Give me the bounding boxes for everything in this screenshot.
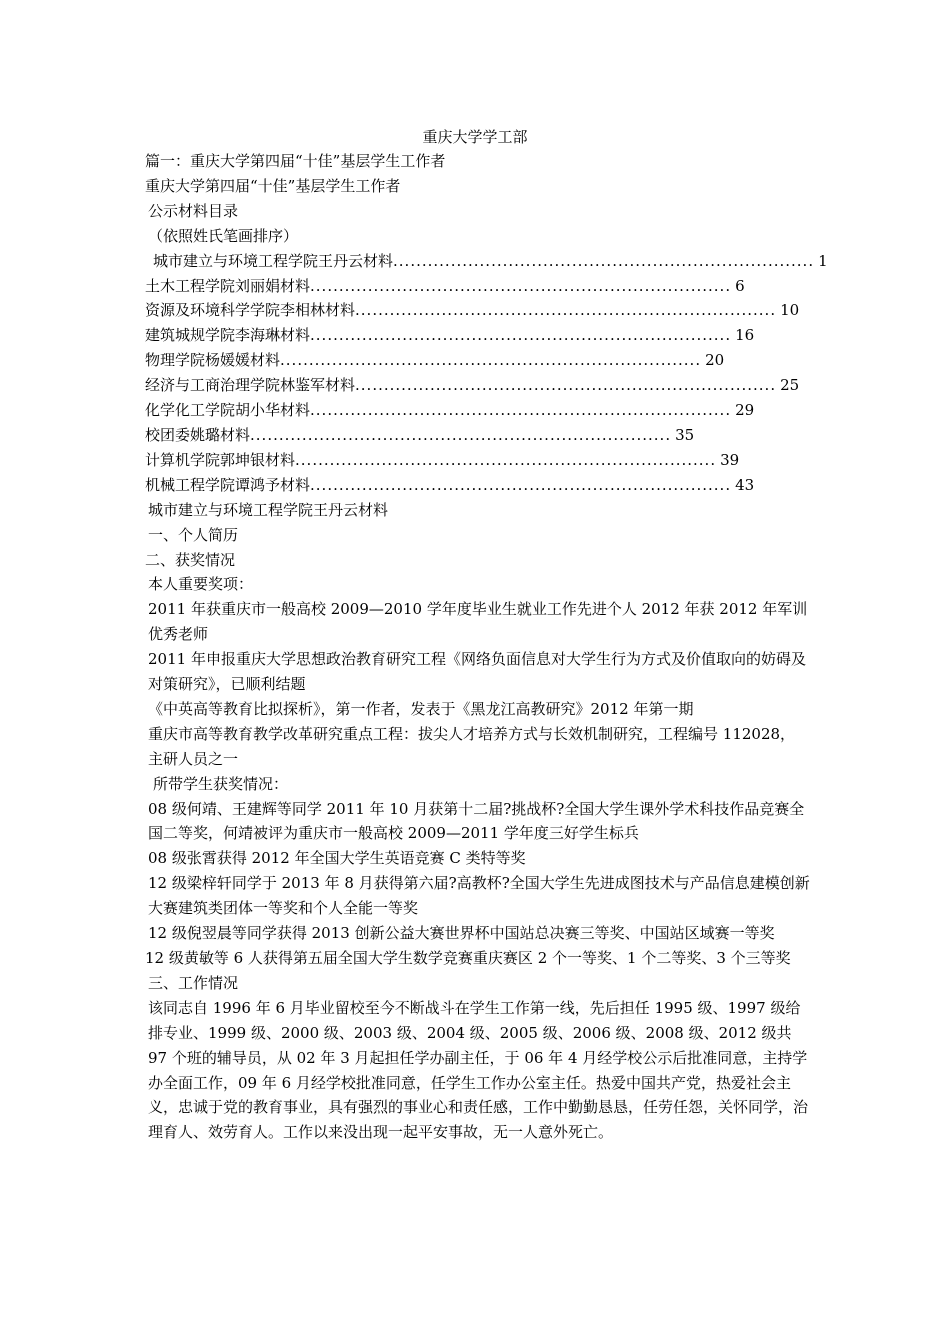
toc-entry[interactable] — [145, 348, 725, 373]
toc-leader: ......................................................................... — [355, 301, 777, 320]
toc-page: 16 — [735, 326, 755, 345]
student-award-item: 12 级黄敏等 6 人获得第五届全国大学生数学竞赛重庆赛区 2 个一等奖、1 个二等奖、3 个三等奖 — [145, 949, 791, 967]
toc-page: 29 — [735, 401, 755, 420]
toc-entry[interactable] — [145, 298, 800, 323]
heading-toc-title: 公示材料目录 — [148, 201, 239, 220]
page-header-title: 重庆大学学工部 — [422, 128, 528, 146]
toc-leader: ......................................................................... — [250, 425, 672, 444]
toc-label: 机械工程学院谭鸿予材料 — [145, 475, 311, 494]
student-award-item: 08 级张霄获得 2012 年全国大学生英语竞赛 C 类特等奖 — [148, 849, 526, 868]
award-item: 重庆市高等教育教学改革研究重点工程：拔尖人才培养方式与长效机制研究，工程编号 112028，主研人员之一 — [148, 724, 796, 768]
toc-entry[interactable] — [145, 373, 800, 398]
toc-page: 20 — [705, 351, 725, 370]
toc-entry[interactable] — [145, 398, 755, 423]
toc-page: 35 — [675, 425, 695, 444]
toc-leader: ......................................................................... — [310, 401, 732, 420]
document-body — [145, 149, 828, 1145]
section-heading-awards: 二、获奖情况 — [145, 550, 236, 569]
toc-label: 资源及环境科学学院李相林材料 — [145, 301, 356, 320]
toc-entry[interactable] — [145, 323, 755, 348]
toc-page: 6 — [735, 276, 745, 295]
heading-award-title: 重庆大学第四届“十佳”基层学生工作者 — [145, 176, 401, 195]
toc-label: 物理学院杨媛媛材料 — [145, 351, 281, 370]
section-heading-resume: 一、个人简历 — [148, 525, 239, 544]
student-award-item: 12 级梁梓轩同学于 2013 年 8 月获得第六届?高教杯?全国大学生先进成图技术与产品信息建模创新大赛建筑类团体一等奖和个人全能一等奖 — [148, 874, 810, 918]
table-of-contents — [145, 249, 828, 498]
awards-intro: 本人重要奖项： — [148, 575, 254, 594]
toc-label: 校团委姚璐材料 — [145, 425, 251, 444]
toc-leader: ......................................................................... — [310, 326, 732, 345]
toc-leader: ......................................................................... — [310, 276, 732, 295]
toc-entry[interactable] — [145, 274, 745, 299]
toc-label: 土木工程学院刘丽娟材料 — [145, 276, 311, 295]
toc-leader: ......................................................................... — [295, 450, 717, 469]
section-title: 城市建立与环境工程学院王丹云材料 — [148, 500, 389, 519]
toc-page: 39 — [720, 450, 740, 469]
toc-page: 25 — [780, 376, 800, 395]
award-item: 2011 年获重庆市一般高校 2009—2010 学年度毕业生就业工作先进个人 2012 年获 2012 年军训优秀老师 — [148, 600, 808, 644]
award-item: 《中英高等教育比拟探析》，第一作者，发表于《黑龙江高教研究》2012 年第一期 — [148, 699, 694, 718]
toc-page: 43 — [735, 475, 755, 494]
heading-article-one: 篇一：重庆大学第四届“十佳”基层学生工作者 — [145, 152, 446, 170]
award-item: 2011 年申报重庆大学思想政治教育研究工程《网络负面信息对大学生行为方式及价值取向的妨碍及对策研究》，已顺利结题 — [148, 650, 806, 694]
toc-page: 10 — [780, 301, 800, 320]
toc-label: 计算机学院郭坤银材料 — [145, 450, 296, 469]
toc-leader: ......................................................................... — [393, 251, 815, 270]
toc-entry[interactable] — [145, 249, 828, 274]
toc-label: 化学化工学院胡小华材料 — [145, 401, 311, 420]
toc-entry[interactable] — [145, 473, 755, 498]
students-intro: 所带学生获奖情况： — [153, 774, 289, 793]
toc-entry[interactable] — [145, 448, 740, 473]
section-heading-work: 三、工作情况 — [148, 973, 239, 992]
student-award-item: 08 级何靖、王建辉等同学 2011 年 10 月获第十二届?挑战杯?全国大学生课外学术科技作品竞赛全国二等奖，何靖被评为重庆市一般高校 2009—2011 学年度三好学生标兵 — [148, 799, 805, 843]
toc-leader: ......................................................................... — [310, 475, 732, 494]
toc-page: 1 — [818, 251, 828, 270]
toc-label: 经济与工商治理学院林鉴军材料 — [145, 376, 356, 395]
toc-leader: ......................................................................... — [355, 376, 777, 395]
toc-leader: ......................................................................... — [280, 351, 702, 370]
work-paragraph: 该同志自 1996 年 6 月毕业留校至今不断战斗在学生工作第一线，先后担任 1995 级、1997 级给排专业、1999 级、2000 级、2003 级、2004 级、2005 级、2006 级、2008 级、2012 级共 97 个班的辅导员，从 02 年 3 月起担任学办副主任，于 06 年 4 月经学校公示后批准同意，主持学办全面工作，09 年 6 月经学校批准同意，任学生工作办公室主任。热爱中国共产党，热爱社会主义，忠诚于党的教育事业，具有强烈的事业心和责任感，工作中勤勤恳恳，任劳任怨，关怀同学，治理育人、效劳育人。工作以来没出现一起平安事故，无一人意外死亡。 — [148, 998, 809, 1142]
student-award-item: 12 级倪翌晨等同学获得 2013 创新公益大赛世界杯中国站总决赛三等奖、中国站区域赛一等奖 — [148, 924, 775, 943]
toc-label: 建筑城规学院李海琳材料 — [145, 326, 311, 345]
toc-label: 城市建立与环境工程学院王丹云材料 — [153, 251, 394, 270]
heading-sort-note: （依照姓氏笔画排序） — [148, 226, 299, 245]
toc-entry[interactable] — [145, 423, 695, 448]
